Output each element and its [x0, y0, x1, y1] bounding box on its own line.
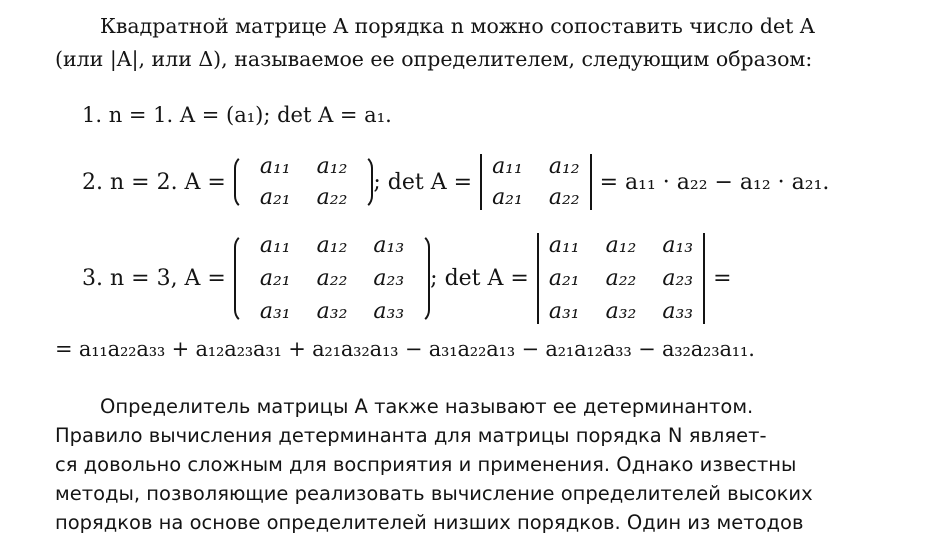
determinant-3x3: [537, 233, 705, 324]
paragraph-line-1: Определитель матрицы A также называют ее детерминантом.: [100, 395, 754, 418]
item-2-det-label: ; det A =: [373, 169, 473, 195]
matrix-cell: a₁₃: [373, 232, 405, 258]
item-3: [82, 232, 732, 324]
matrix-cell: a₁₂: [316, 154, 348, 179]
matrix-cell: a₁₃: [662, 232, 694, 258]
item-2: [82, 150, 829, 214]
intro-line-2: (или |A|, или Δ), называемое ее определителем, следующим образом:: [55, 47, 813, 71]
matrix-cell: a₂₂: [548, 185, 580, 210]
matrix-cell: a₃₁: [259, 298, 291, 324]
item-1: 1. n = 1. A = (a₁); det A = a₁.: [82, 103, 392, 127]
matrix-cell: a₁₁: [259, 154, 291, 179]
expansion-formula: = a₁₁a₂₂a₃₃ + a₁₂a₂₃a₃₁ + a₂₁a₃₂a₁₃ − a₃₁a₂₂a₁₃ − a₂₁a₁₂a₃₃ − a₃₂a₂₃a₁₁.: [55, 337, 755, 361]
matrix-cell: a₃₂: [316, 298, 348, 324]
paragraph-line-3: ся довольно сложным для восприятия и применения. Однако известны: [55, 453, 797, 476]
matrix-cell: a₃₁: [548, 298, 580, 324]
paragraph-line-4: методы, позволяющие реализовать вычисление определителей высоких: [55, 482, 813, 505]
matrix-3x3: [234, 233, 430, 324]
matrix-cell: a₂₁: [548, 265, 580, 291]
matrix-2x2: [234, 154, 374, 210]
paragraph-line-5: порядков на основе определителей низших порядков. Один из методов: [55, 511, 804, 534]
determinant-2x2: [480, 154, 592, 210]
item-3-equals: =: [713, 265, 732, 291]
matrix-cell: a₃₃: [373, 298, 405, 324]
matrix-cell: a₃₂: [605, 298, 637, 324]
matrix-cell: a₁₂: [605, 232, 637, 258]
item-3-label: 3. n = 3, A =: [82, 265, 226, 291]
matrix-cell: a₁₁: [259, 232, 291, 258]
matrix-cell: a₁₁: [492, 154, 523, 179]
matrix-cell: a₁₂: [548, 154, 580, 179]
item-2-result: = a₁₁ · a₂₂ − a₁₂ · a₂₁.: [599, 169, 830, 195]
matrix-cell: a₂₂: [316, 185, 348, 210]
matrix-cell: a₂₁: [492, 185, 523, 210]
matrix-cell: a₂₁: [259, 265, 291, 291]
matrix-cell: a₂₂: [316, 265, 348, 291]
matrix-cell: a₂₃: [373, 265, 405, 291]
item-2-label: 2. n = 2. A =: [82, 169, 226, 195]
intro-line-1: Квадратной матрице A порядка n можно сопоставить число det A: [100, 14, 815, 38]
matrix-cell: a₂₁: [259, 185, 291, 210]
matrix-cell: a₃₃: [662, 298, 694, 324]
item-3-det-label: ; det A =: [430, 265, 529, 291]
matrix-cell: a₁₂: [316, 232, 348, 258]
paragraph-line-2: Правило вычисления детерминанта для матрицы порядка N являет-: [55, 424, 767, 447]
matrix-cell: a₁₁: [548, 232, 580, 258]
matrix-cell: a₂₃: [662, 265, 694, 291]
matrix-cell: a₂₂: [605, 265, 637, 291]
